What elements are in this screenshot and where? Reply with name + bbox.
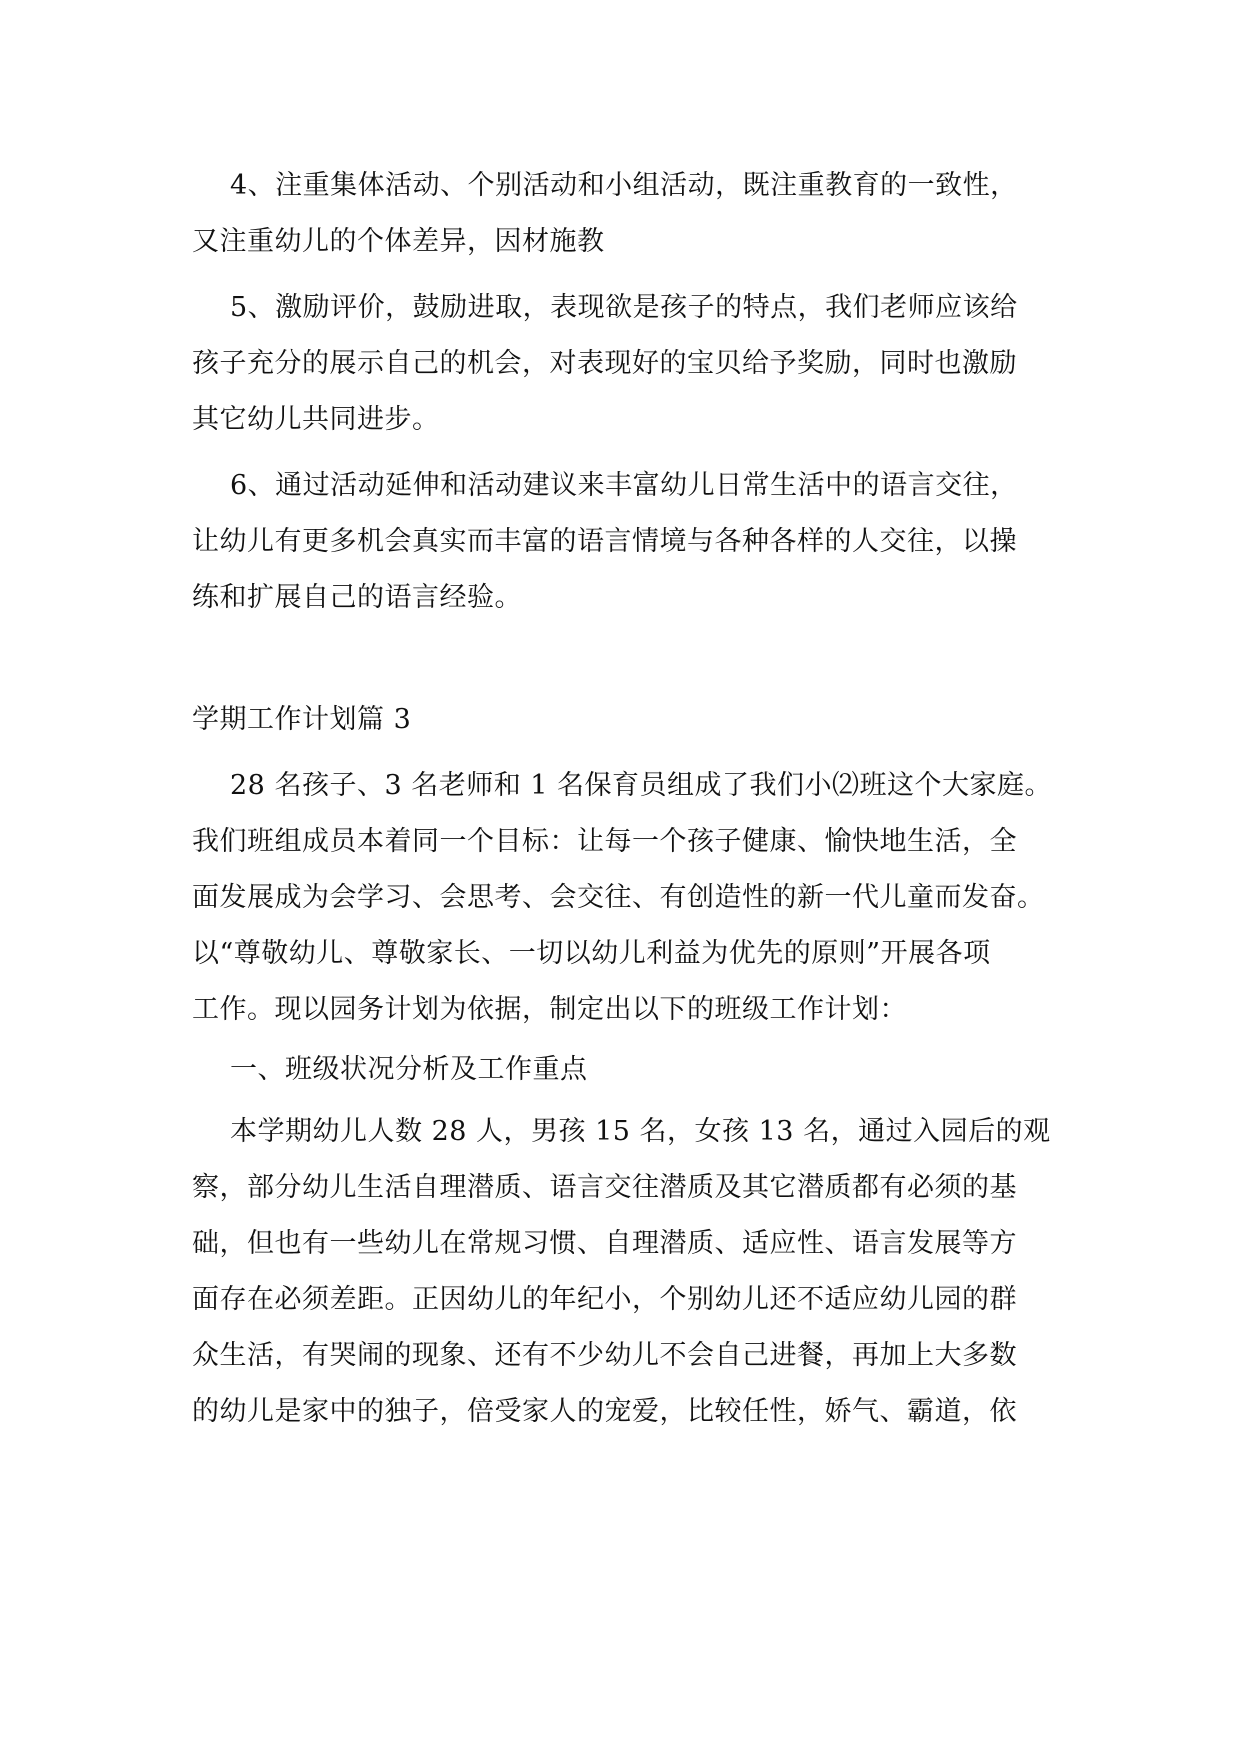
subheading-class-analysis: 一、班级状况分析及工作重点 <box>230 1054 588 1085</box>
intro-paragraph-line-3: 面发展成为会学习、会思考、会交往、有创造性的新一代儿童而发奋。 <box>192 882 1045 913</box>
analysis-paragraph-line-6: 的幼儿是家中的独子，倍受家人的宠爱，比较任性，娇气、霸道，依 <box>192 1396 1017 1427</box>
paragraph-5-line-1: 5、激励评价，鼓励进取，表现欲是孩子的特点，我们老师应该给 <box>230 292 1018 323</box>
analysis-paragraph-line-3: 础，但也有一些幼儿在常规习惯、自理潜质、适应性、语言发展等方 <box>192 1228 1017 1259</box>
paragraph-4-line-2: 又注重幼儿的个体差异，因材施教 <box>192 226 605 257</box>
intro-paragraph-line-5: 工作。现以园务计划为依据，制定出以下的班级工作计划： <box>192 994 907 1025</box>
analysis-paragraph-line-4: 面存在必须差距。正因幼儿的年纪小，个别幼儿还不适应幼儿园的群 <box>192 1284 1017 1315</box>
analysis-paragraph-line-5: 众生活，有哭闹的现象、还有不少幼儿不会自己进餐，再加上大多数 <box>192 1340 1017 1371</box>
paragraph-6-line-3: 练和扩展自己的语言经验。 <box>192 582 522 613</box>
analysis-paragraph-line-2: 察，部分幼儿生活自理潜质、语言交往潜质及其它潜质都有必须的基 <box>192 1172 1017 1203</box>
paragraph-6-line-2: 让幼儿有更多机会真实而丰富的语言情境与各种各样的人交往，以操 <box>192 526 1017 557</box>
paragraph-6-line-1: 6、通过活动延伸和活动建议来丰富幼儿日常生活中的语言交往， <box>230 470 1018 501</box>
analysis-paragraph-line-1: 本学期幼儿人数 28 人，男孩 15 名，女孩 13 名，通过入园后的观 <box>230 1116 1051 1147</box>
paragraph-4-line-1: 4、注重集体活动、个别活动和小组活动，既注重教育的一致性， <box>230 170 1018 201</box>
section-heading: 学期工作计划篇 3 <box>192 704 412 735</box>
paragraph-5-line-3: 其它幼儿共同进步。 <box>192 404 440 435</box>
intro-paragraph-line-4: 以“尊敬幼儿、尊敬家长、一切以幼儿利益为优先的原则”开展各项 <box>192 938 991 969</box>
intro-paragraph-line-1: 28 名孩子、3 名老师和 1 名保育员组成了我们小⑵班这个大家庭。 <box>230 770 1053 801</box>
intro-paragraph-line-2: 我们班组成员本着同一个目标：让每一个孩子健康、愉快地生活，全 <box>192 826 1017 857</box>
paragraph-5-line-2: 孩子充分的展示自己的机会，对表现好的宝贝给予奖励，同时也激励 <box>192 348 1017 379</box>
